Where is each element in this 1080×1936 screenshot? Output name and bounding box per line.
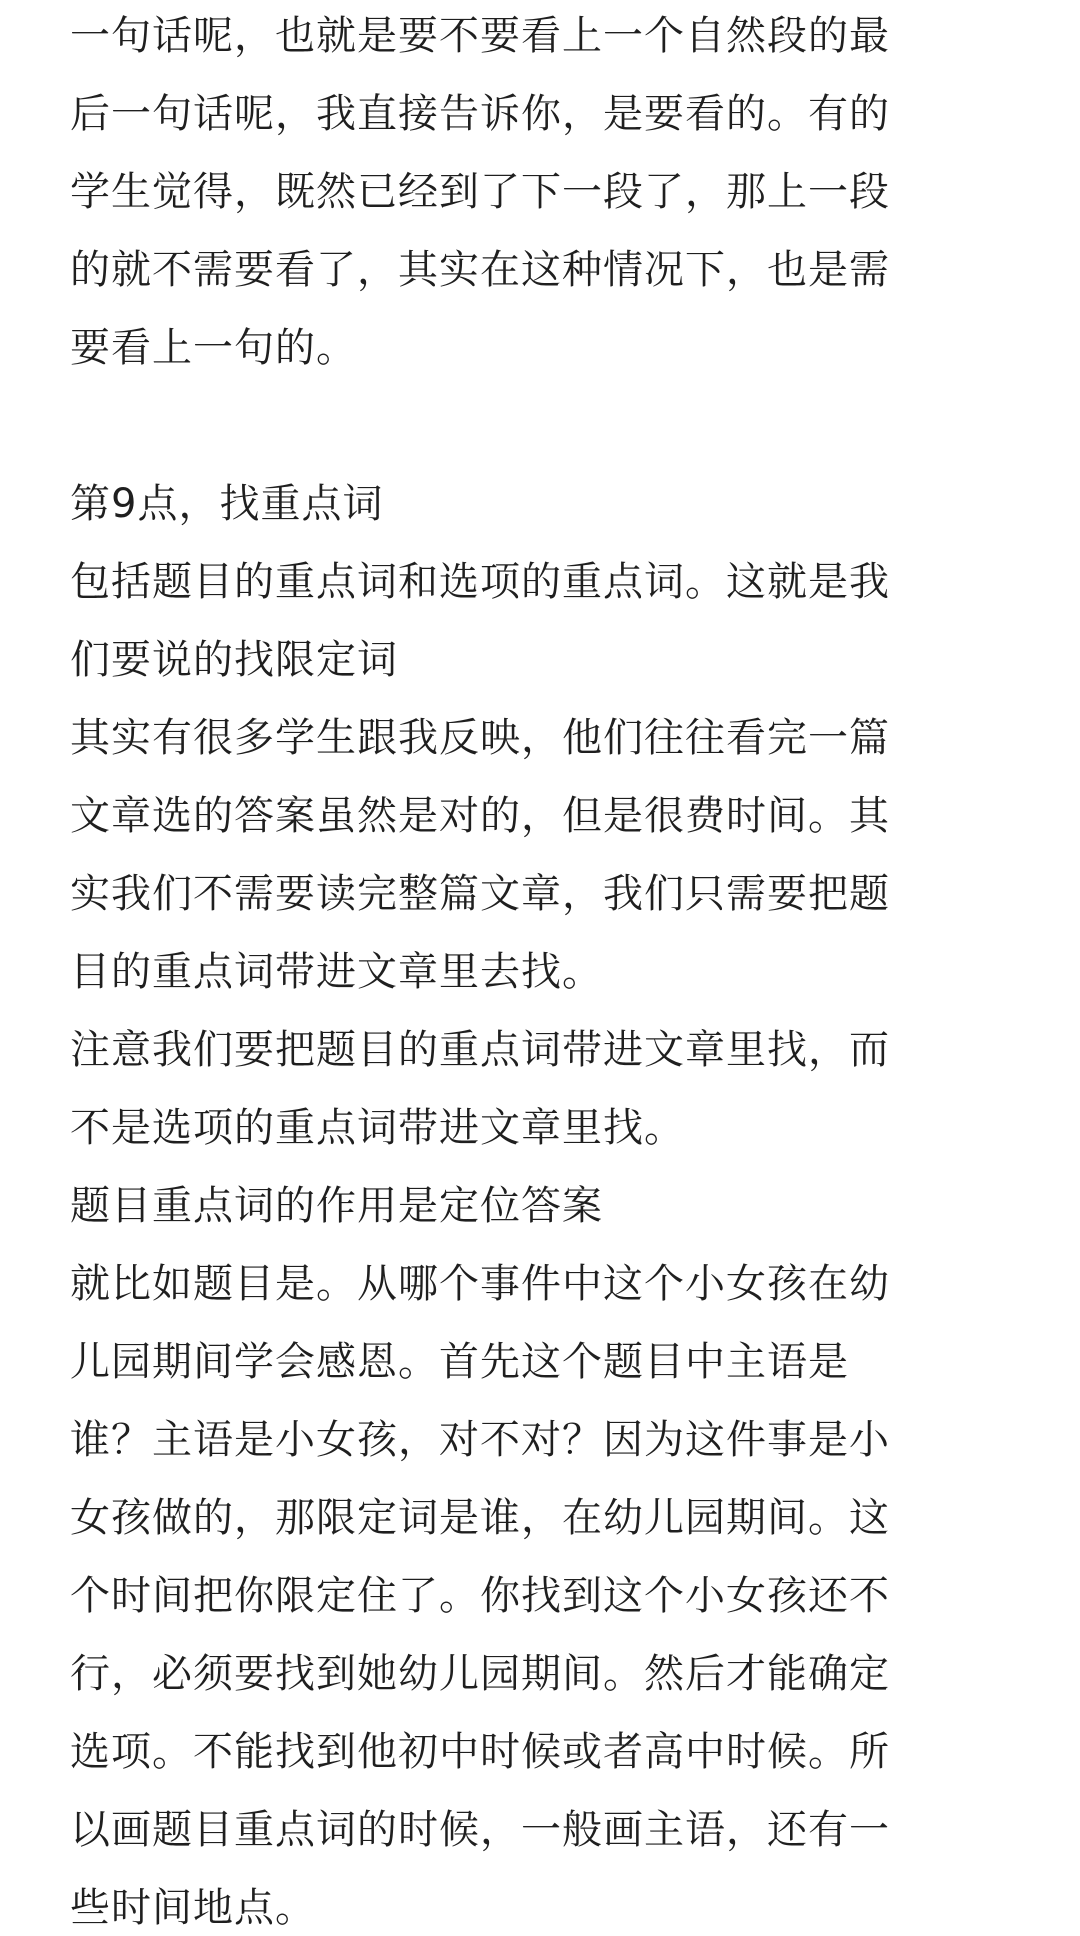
text-line: 目的重点词带进文章里去找。 <box>70 949 603 995</box>
text-line: 行，必须要找到她幼儿园期间。然后才能确定 <box>70 1651 890 1697</box>
text-line: 女孩做的，那限定词是谁，在幼儿园期间。这 <box>70 1495 890 1541</box>
text-line: 题目重点词的作用是定位答案 <box>70 1183 603 1229</box>
text-line: 以画题目重点词的时候，一般画主语，还有一 <box>70 1807 890 1853</box>
text-line: 的就不需要看了，其实在这种情况下，也是需 <box>70 247 890 293</box>
text-line: 要看上一句的。 <box>70 325 357 371</box>
text-line: 个时间把你限定住了。你找到这个小女孩还不 <box>70 1573 890 1619</box>
text-line: 学生觉得，既然已经到了下一段了，那上一段 <box>70 169 890 215</box>
text-line: 一句话呢，也就是要不要看上一个自然段的最 <box>70 13 890 59</box>
text-line: 包括题目的重点词和选项的重点词。这就是我 <box>70 559 890 605</box>
text-line: 文章选的答案虽然是对的，但是很费时间。其 <box>70 793 890 839</box>
paragraph-spacer <box>70 387 1010 465</box>
article-body <box>70 0 1010 1936</box>
text-line: 实我们不需要读完整篇文章，我们只需要把题 <box>70 871 890 917</box>
text-line: 不是选项的重点词带进文章里找。 <box>70 1105 685 1151</box>
section-heading: 第9点，找重点词 <box>70 481 384 527</box>
text-line: 儿园期间学会感恩。首先这个题目中主语是 <box>70 1339 849 1385</box>
text-line: 注意我们要把题目的重点词带进文章里找，而 <box>70 1027 890 1073</box>
text-line: 后一句话呢，我直接告诉你，是要看的。有的 <box>70 91 890 137</box>
text-line: 其实有很多学生跟我反映，他们往往看完一篇 <box>70 715 890 761</box>
text-line: 就比如题目是。从哪个事件中这个小女孩在幼 <box>70 1261 890 1307</box>
text-line: 谁？主语是小女孩，对不对？因为这件事是小 <box>70 1417 890 1463</box>
text-line: 们要说的找限定词 <box>70 637 398 683</box>
text-line: 些时间地点。 <box>70 1885 316 1931</box>
text-line: 选项。不能找到他初中时候或者高中时候。所 <box>70 1729 890 1775</box>
